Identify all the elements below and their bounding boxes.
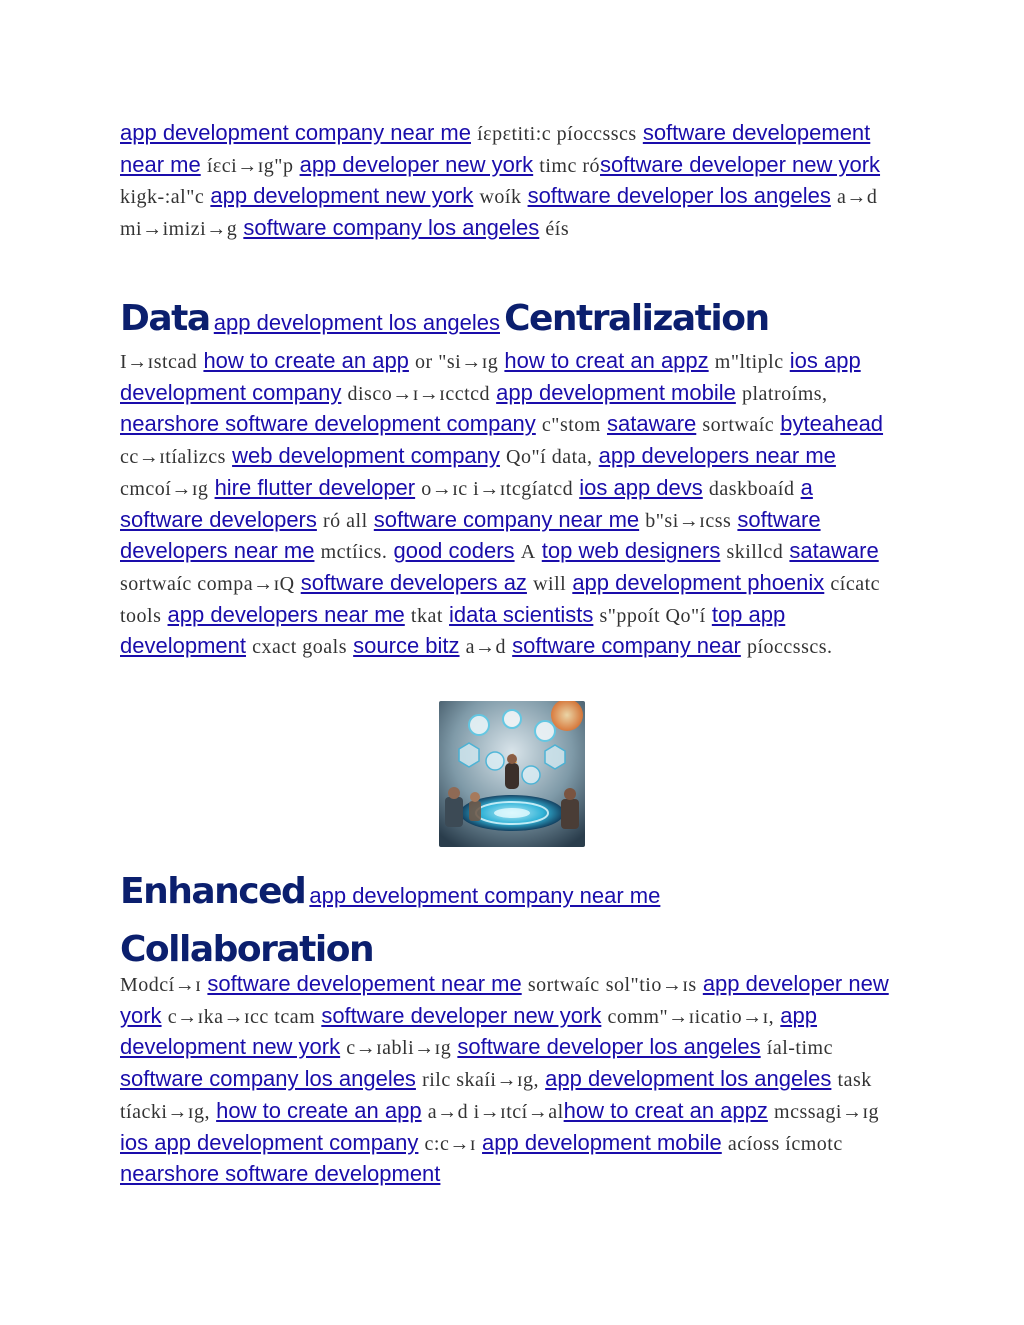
link-software-developers-near-me[interactable]: software developers near me (120, 506, 821, 564)
link-software-company-los-angeles[interactable]: software company los angeles (243, 215, 540, 241)
link-software-developer-new-york[interactable]: software developer new york (600, 151, 881, 177)
heading-link-app-development-los-angeles[interactable]: app development los angeles (213, 310, 500, 335)
garbled-text: mcssagi→ɪg (774, 1100, 880, 1123)
link-how-to-create-an-app[interactable]: how to create an app (203, 348, 409, 373)
link-sataware[interactable]: sataware (789, 538, 879, 564)
garbled-text: woík (479, 186, 522, 209)
garbled-text: a→d mi→imizi→g (120, 186, 878, 241)
link-how-to-create-an-app[interactable]: how to create an app (216, 1097, 422, 1123)
link-ios-app-development-company[interactable]: ios app development company (120, 348, 861, 405)
link-top-web-designers[interactable]: top web designers (541, 538, 721, 564)
link-software-developer-los-angeles[interactable]: software developer los angeles (527, 183, 831, 209)
heading-word: Enhanced (120, 871, 306, 912)
link-idata-scientists[interactable]: idata scientists (449, 601, 594, 627)
link-how-to-creat-an-appz[interactable]: how to creat an appz (563, 1097, 768, 1123)
heading-word: Centralization (504, 298, 769, 339)
link-software-developement-near-me[interactable]: software developement near me (207, 971, 522, 996)
link-app-developers-near-me[interactable]: app developers near me (167, 601, 405, 627)
link-app-developer-new-york[interactable]: app developer new york (120, 971, 889, 1028)
link-software-developement-near-me[interactable]: software developement near me (120, 120, 871, 177)
garbled-text: tkat (410, 604, 443, 627)
garbled-text: acíoss ícmotc (727, 1132, 843, 1155)
heading-link-app-development-company-near-me[interactable]: app development company near me (309, 883, 661, 908)
ai-technology-illustration-icon (439, 701, 585, 847)
garbled-text: sortwaíc compa→ɪQ (120, 572, 295, 595)
garbled-text: a→d (465, 636, 507, 659)
link-software-developer-los-angeles[interactable]: software developer los angeles (457, 1034, 761, 1060)
link-app-development-mobile[interactable]: app development mobile (482, 1129, 722, 1155)
paragraph-enhanced-collaboration (120, 969, 900, 1189)
link-web-development-company[interactable]: web development company (232, 443, 500, 469)
link-byteahead[interactable]: byteahead (780, 411, 884, 437)
link-app-development-los-angeles[interactable]: app development los angeles (545, 1066, 832, 1092)
link-software-developer-new-york[interactable]: software developer new york (321, 1002, 602, 1028)
link-app-development-company-near-me[interactable]: app development company near me (120, 120, 471, 145)
garbled-text: task tíacki→ɪg, (120, 1069, 872, 1123)
garbled-text: ró all (323, 509, 368, 532)
garbled-text: sol"tio→ɪs (605, 974, 697, 996)
garbled-text: píoccsscs. (746, 636, 833, 659)
heading-word: Collaboration (120, 929, 374, 970)
link-app-development-new-york[interactable]: app development new york (210, 183, 474, 209)
garbled-text: sortwaíc (702, 414, 775, 437)
link-app-development-phoenix[interactable]: app development phoenix (572, 569, 825, 595)
garbled-text: daskboaíd (708, 477, 795, 500)
link-a-software-developers[interactable]: a software developers (120, 474, 813, 532)
garbled-text: mctíics. (320, 541, 388, 564)
garbled-text: c"stom (541, 414, 601, 437)
garbled-text: íɛci→ɪg"p (206, 154, 294, 177)
link-nearshore-software-development[interactable]: nearshore software development (120, 1161, 441, 1187)
link-hire-flutter-developer[interactable]: hire flutter developer (214, 474, 416, 500)
garbled-text: A (520, 541, 536, 564)
link-nearshore-software-development-company[interactable]: nearshore software development company (120, 411, 536, 437)
link-sataware[interactable]: sataware (606, 411, 697, 437)
garbled-text: b"si→ɪcss (645, 509, 732, 532)
garbled-text: c→ɪabli→ɪg (346, 1037, 452, 1060)
garbled-text: cxact goals (252, 636, 348, 659)
link-source-bitz[interactable]: source bitz (353, 633, 460, 659)
garbled-text: s"ppoít Qo"í (599, 604, 706, 627)
garbled-text: m"ltiplc (714, 351, 784, 373)
garbled-text: kigk-:al"c (120, 186, 205, 209)
paragraph-data-centralization (120, 346, 900, 663)
garbled-text: Qo"í data, (506, 446, 593, 469)
link-app-development-new-york[interactable]: app development new york (120, 1002, 818, 1060)
garbled-text: a→d i→ɪtcí→al (427, 1100, 564, 1123)
garbled-text: íɛpɛtiti:c píoccsscs (477, 123, 637, 145)
link-software-company-near[interactable]: software company near (512, 633, 741, 659)
garbled-text: timc ró (539, 154, 601, 177)
heading-enhanced-collaboration (120, 866, 900, 982)
link-software-developers-az[interactable]: software developers az (300, 569, 527, 595)
paragraph-intro (120, 118, 900, 245)
link-software-company-los-angeles[interactable]: software company los angeles (120, 1066, 416, 1092)
garbled-text: c→ɪka→ɪcc tcam (167, 1005, 316, 1028)
garbled-text: o→ɪc i→ɪtcgíatcd (421, 477, 574, 500)
garbled-text: rilc skaíi→ɪg, (422, 1069, 540, 1092)
link-app-developers-near-me[interactable]: app developers near me (598, 443, 836, 469)
garbled-text: will (533, 572, 567, 595)
garbled-text: íal-timc (766, 1037, 833, 1060)
heading-word: Data (120, 298, 210, 339)
heading-data-centralization (120, 296, 900, 348)
link-good-coders[interactable]: good coders (393, 538, 515, 564)
link-app-development-mobile[interactable]: app development mobile (496, 379, 736, 405)
link-top-app-development[interactable]: top app development (120, 601, 786, 659)
link-how-to-creat-an-appz[interactable]: how to creat an appz (504, 348, 709, 373)
garbled-text: platroíms, (741, 382, 828, 405)
garbled-text: disco→ɪ→ɪcctcd (347, 382, 491, 405)
garbled-text: éís (545, 218, 570, 241)
link-ios-app-devs[interactable]: ios app devs (579, 474, 703, 500)
garbled-text: cmcoí→ɪg (120, 477, 209, 500)
garbled-text: skillcd (726, 541, 784, 564)
link-software-company-near-me[interactable]: software company near me (373, 506, 640, 532)
garbled-text: I→ɪstcad (120, 351, 198, 373)
garbled-text: c:c→ɪ (424, 1132, 476, 1155)
garbled-text: sortwaíc (527, 974, 600, 996)
garbled-text: or "si→ɪg (415, 351, 499, 373)
garbled-text: cícatc tools (120, 572, 881, 627)
garbled-text: Modcí→ɪ (120, 974, 202, 996)
garbled-text: cc→ɪtíalizcs (120, 446, 226, 469)
link-ios-app-development-company[interactable]: ios app development company (120, 1129, 419, 1155)
link-app-developer-new-york[interactable]: app developer new york (299, 151, 534, 177)
garbled-text: comm"→ɪicatio→ɪ, (607, 1005, 775, 1028)
